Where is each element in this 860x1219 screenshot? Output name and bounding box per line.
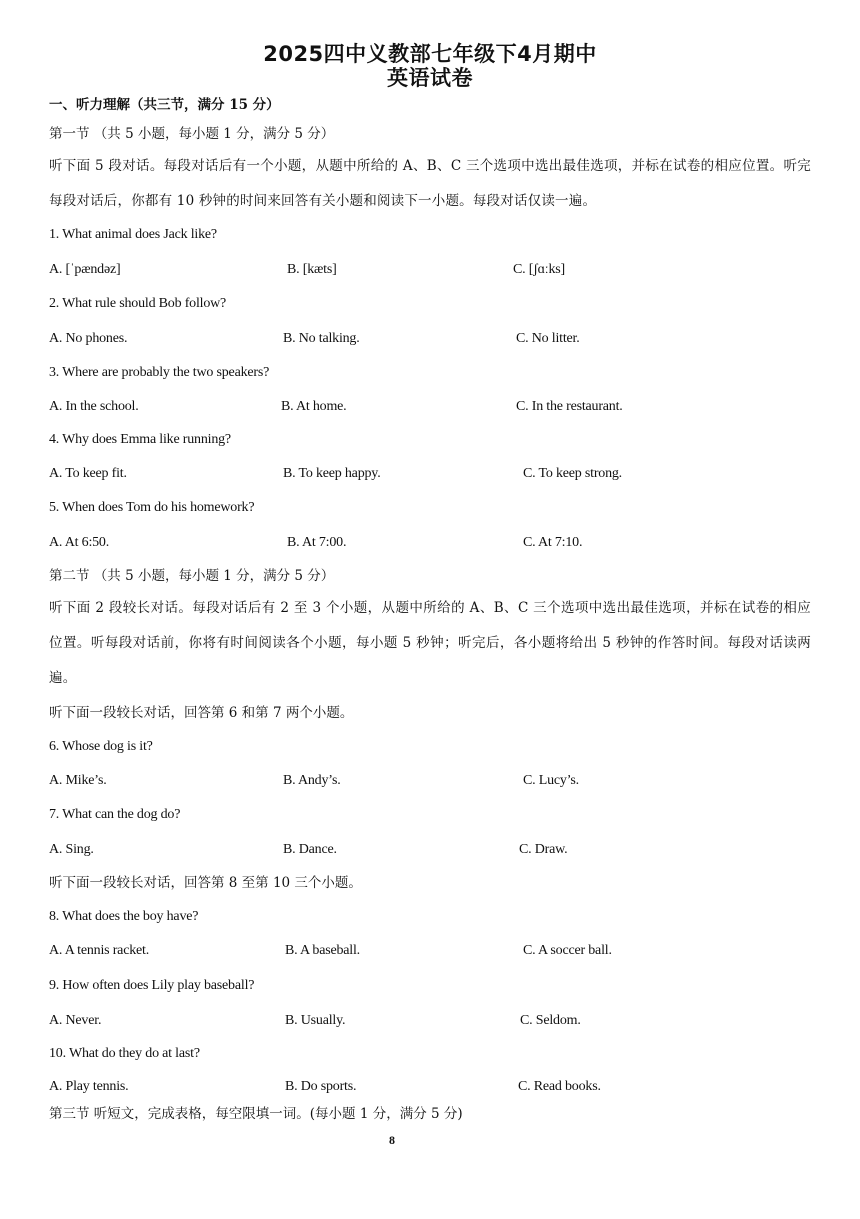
- dialog2-note: 听下面一段较长对话，回答第 8 至第 10 三个小题。: [49, 875, 362, 891]
- q8-option-c: C. A soccer ball.: [523, 943, 612, 958]
- q1-option-b: B. [kæts]: [287, 262, 337, 277]
- q2-option-a: A. No phones.: [49, 331, 128, 346]
- question-1: 1. What animal does Jack like?: [49, 227, 217, 242]
- question-5: 5. When does Tom do his homework?: [49, 500, 255, 515]
- q9-option-c: C. Seldom.: [520, 1013, 581, 1028]
- q10-option-b: B. Do sports.: [285, 1079, 357, 1094]
- q5-option-a: A. At 6:50.: [49, 535, 110, 550]
- section1-instructions: 听下面 5 段对话。每段对话后有一个小题，从题中所给的 A、B、C 三个选项中选出最佳选项，并标在试卷的相应位置。听完每段对话后，你都有 10 秒钟的时间来回答有关小题和阅读下一小题。每段对话仅读一遍。: [49, 158, 811, 209]
- page-title: 2025四中义教部七年级下4月期中: [263, 42, 597, 66]
- section1-heading: 第一节 （共 5 小题，每小题 1 分，满分 5 分）: [49, 126, 335, 142]
- q4-option-a: A. To keep fit.: [49, 466, 127, 481]
- question-4: 4. Why does Emma like running?: [49, 432, 231, 447]
- q4-option-b: B. To keep happy.: [283, 466, 381, 481]
- q7-option-c: C. Draw.: [519, 842, 568, 857]
- page-number: 8: [389, 1133, 395, 1147]
- q7-option-a: A. Sing.: [49, 842, 94, 857]
- question-6: 6. Whose dog is it?: [49, 739, 153, 754]
- q5-option-b: B. At 7:00.: [287, 535, 347, 550]
- q8-option-a: A. A tennis racket.: [49, 943, 150, 958]
- q9-option-a: A. Never.: [49, 1013, 102, 1028]
- page-subtitle: 英语试卷: [387, 66, 473, 90]
- section2-heading: 第二节 （共 5 小题，每小题 1 分，满分 5 分）: [49, 568, 335, 584]
- q6-option-c: C. Lucy’s.: [523, 773, 579, 788]
- question-3: 3. Where are probably the two speakers?: [49, 365, 270, 380]
- q7-option-b: B. Dance.: [283, 842, 337, 857]
- question-9: 9. How often does Lily play baseball?: [49, 978, 255, 993]
- q6-option-b: B. Andy’s.: [283, 773, 341, 788]
- question-10: 10. What do they do at last?: [49, 1046, 200, 1061]
- q2-option-b: B. No talking.: [283, 331, 360, 346]
- part-heading: 一、听力理解（共三节，满分 15 分）: [49, 97, 280, 113]
- dialog1-note: 听下面一段较长对话，回答第 6 和第 7 两个小题。: [49, 705, 354, 721]
- q1-option-c: C. [ʃɑːks]: [513, 262, 565, 277]
- q4-option-c: C. To keep strong.: [523, 466, 622, 481]
- q9-option-b: B. Usually.: [285, 1013, 346, 1028]
- q3-option-a: A. In the school.: [49, 399, 139, 414]
- q8-option-b: B. A baseball.: [285, 943, 360, 958]
- q6-option-a: A. Mike’s.: [49, 773, 107, 788]
- q1-option-a: A. [ˈpændəz]: [49, 262, 121, 277]
- q10-option-a: A. Play tennis.: [49, 1079, 129, 1094]
- q2-option-c: C. No litter.: [516, 331, 580, 346]
- question-7: 7. What can the dog do?: [49, 807, 181, 822]
- q3-option-c: C. In the restaurant.: [516, 399, 623, 414]
- q10-option-c: C. Read books.: [518, 1079, 601, 1094]
- question-2: 2. What rule should Bob follow?: [49, 296, 227, 311]
- section3-heading: 第三节 听短文，完成表格，每空限填一词。(每小题 1 分，满分 5 分): [49, 1106, 463, 1122]
- q3-option-b: B. At home.: [281, 399, 347, 414]
- section2-instructions: 听下面 2 段较长对话。每段对话后有 2 至 3 个小题，从题中所给的 A、B、C 三个选项中选出最佳选项，并标在试卷的相应位置。听每段对话前，你将有时间阅读各个小题，每小题 5 秒钟；听完后，各小题将给出 5 秒钟的作答时间。每段对话读两遍。: [49, 600, 811, 686]
- q5-option-c: C. At 7:10.: [523, 535, 583, 550]
- question-8: 8. What does the boy have?: [49, 909, 199, 924]
